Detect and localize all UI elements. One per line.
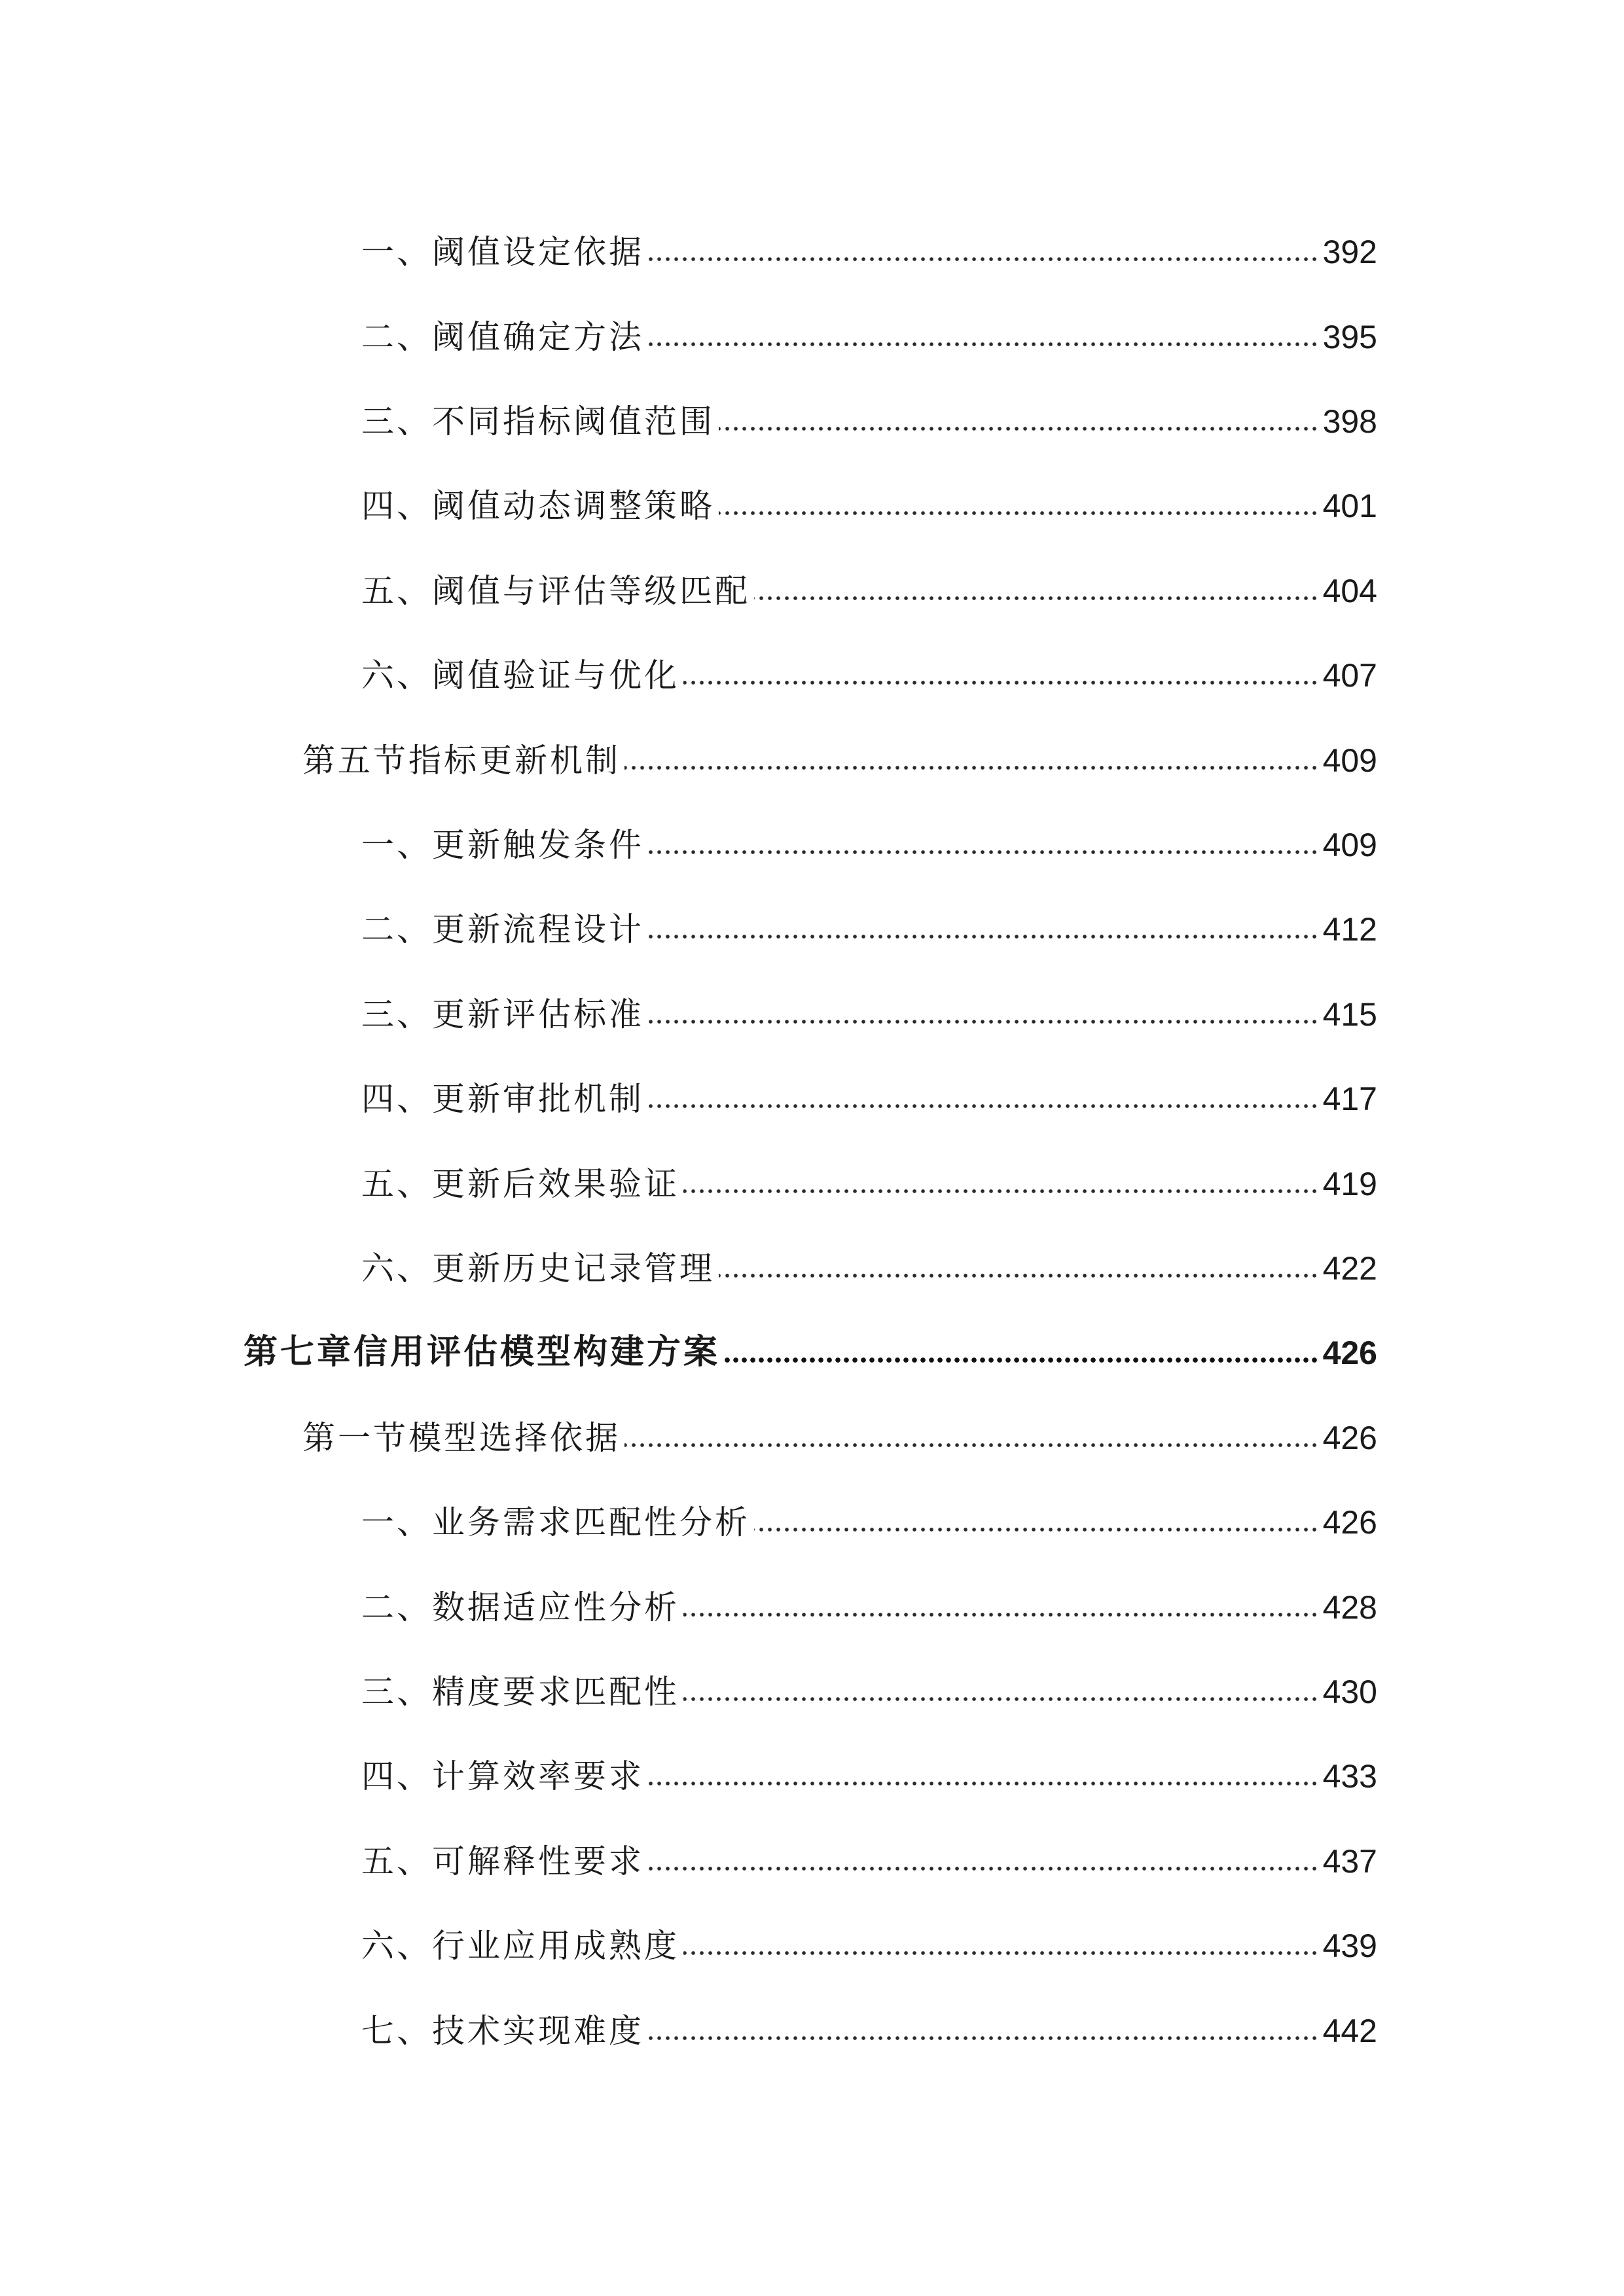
toc-leader-dots	[648, 1102, 1319, 1110]
toc-entry-title: 第七章信用评估模型构建方案	[244, 1333, 721, 1372]
toc-entry[interactable]	[361, 295, 1377, 356]
toc-leader-dots	[719, 1272, 1319, 1280]
toc-leader-dots	[648, 340, 1319, 348]
toc-leader-dots	[648, 1018, 1319, 1026]
toc-entry-page: 433	[1322, 1758, 1377, 1795]
toc-entry-title: 六、阈值验证与优化	[361, 656, 679, 694]
toc-entry[interactable]	[361, 1903, 1377, 1965]
toc-entry-chapter[interactable]	[244, 1310, 1377, 1372]
toc-entry-title: 六、更新历史记录管理	[361, 1249, 715, 1287]
toc-leader-dots	[648, 255, 1319, 263]
toc-entry-page: 442	[1322, 2013, 1377, 2049]
toc-entry-title: 四、计算效率要求	[361, 1757, 644, 1795]
toc-entry-page: 426	[1322, 1335, 1377, 1371]
toc-entry-title: 六、行业应用成熟度	[361, 1927, 679, 1965]
toc-entry-title: 五、更新后效果验证	[361, 1165, 679, 1203]
toc-entry-page: 428	[1322, 1589, 1377, 1626]
toc-entry[interactable]	[361, 463, 1377, 525]
toc-leader-dots	[683, 1611, 1319, 1619]
toc-entry-title: 五、可解释性要求	[361, 1842, 644, 1880]
toc-entry-page: 395	[1322, 319, 1377, 355]
toc-leader-dots	[724, 1356, 1319, 1364]
toc-entry-page: 417	[1322, 1081, 1377, 1117]
toc-leader-dots	[683, 1695, 1319, 1703]
toc-leader-dots	[624, 1441, 1319, 1449]
toc-entry-title: 二、阈值确定方法	[361, 318, 644, 356]
toc-entry-page: 404	[1322, 573, 1377, 609]
toc-entry[interactable]	[361, 1056, 1377, 1118]
toc-entry-page: 437	[1322, 1843, 1377, 1880]
toc-entry[interactable]	[361, 1819, 1377, 1878]
toc-leader-dots	[683, 1949, 1319, 1957]
toc-entry-title: 五、阈值与评估等级匹配	[361, 572, 750, 610]
toc-entry[interactable]	[361, 1480, 1377, 1539]
toc-entry-page: 398	[1322, 403, 1377, 440]
toc-entry-section[interactable]	[302, 718, 1377, 780]
toc-entry-page: 426	[1322, 1420, 1377, 1456]
toc-entry[interactable]	[361, 972, 1377, 1031]
toc-entry-page: 426	[1322, 1504, 1377, 1541]
toc-entry[interactable]	[361, 379, 1377, 438]
toc-entry-title: 第一节模型选择依据	[302, 1419, 621, 1457]
toc-entry-title: 三、精度要求匹配性	[361, 1673, 679, 1711]
toc-entry-title: 一、更新触发条件	[361, 826, 644, 864]
toc-entry[interactable]	[361, 1226, 1377, 1285]
toc-entry-title: 二、数据适应性分析	[361, 1588, 679, 1626]
toc-entry[interactable]	[361, 209, 1377, 271]
toc-entry-page: 419	[1322, 1166, 1377, 1202]
toc-entry[interactable]	[361, 1141, 1377, 1203]
toc-leader-dots	[719, 425, 1319, 433]
toc-entry[interactable]	[361, 633, 1377, 692]
toc-entry-page: 415	[1322, 996, 1377, 1033]
toc-entry-title: 一、阈值设定依据	[361, 233, 644, 271]
toc-leader-dots	[624, 764, 1319, 772]
toc-entry[interactable]	[361, 1734, 1377, 1793]
toc-entry-page: 392	[1322, 234, 1377, 270]
toc-leader-dots	[648, 933, 1319, 941]
toc-entry-title: 四、更新审批机制	[361, 1080, 644, 1118]
toc-entry-title: 四、阈值动态调整策略	[361, 487, 715, 525]
toc-entry[interactable]	[361, 1649, 1377, 1711]
toc-entry-title: 三、更新评估标准	[361, 996, 644, 1033]
toc-entry-title: 一、业务需求匹配性分析	[361, 1503, 750, 1541]
toc-leader-dots	[648, 848, 1319, 856]
toc-entry-page: 407	[1322, 657, 1377, 694]
toc-entry-title: 三、不同指标阈值范围	[361, 403, 715, 440]
toc-leader-dots	[648, 2034, 1319, 2042]
toc-entry-page: 430	[1322, 1674, 1377, 1710]
toc-leader-dots	[648, 1865, 1319, 1873]
toc-entry-title: 二、更新流程设计	[361, 910, 644, 948]
toc-entry-page: 412	[1322, 911, 1377, 948]
toc-entry[interactable]	[361, 1988, 1377, 2050]
toc-entry-page: 439	[1322, 1928, 1377, 1964]
toc-leader-dots	[648, 1780, 1319, 1787]
toc-leader-dots	[719, 509, 1319, 517]
toc-entry[interactable]	[361, 887, 1377, 946]
toc-entry-title: 第五节指标更新机制	[302, 742, 621, 780]
toc-leader-dots	[754, 1526, 1319, 1534]
toc-entry[interactable]	[361, 1565, 1377, 1624]
toc-leader-dots	[683, 1187, 1319, 1195]
toc-leader-dots	[754, 594, 1319, 602]
toc-entry-title: 七、技术实现难度	[361, 2012, 644, 2050]
toc-entry[interactable]	[361, 548, 1377, 610]
toc-entry[interactable]	[361, 802, 1377, 864]
toc-entry-page: 409	[1322, 827, 1377, 863]
toc-leader-dots	[683, 679, 1319, 687]
toc-entry-page: 422	[1322, 1250, 1377, 1287]
toc-entry-section[interactable]	[302, 1395, 1377, 1457]
toc-entry-page: 401	[1322, 488, 1377, 524]
toc-entry-page: 409	[1322, 742, 1377, 779]
